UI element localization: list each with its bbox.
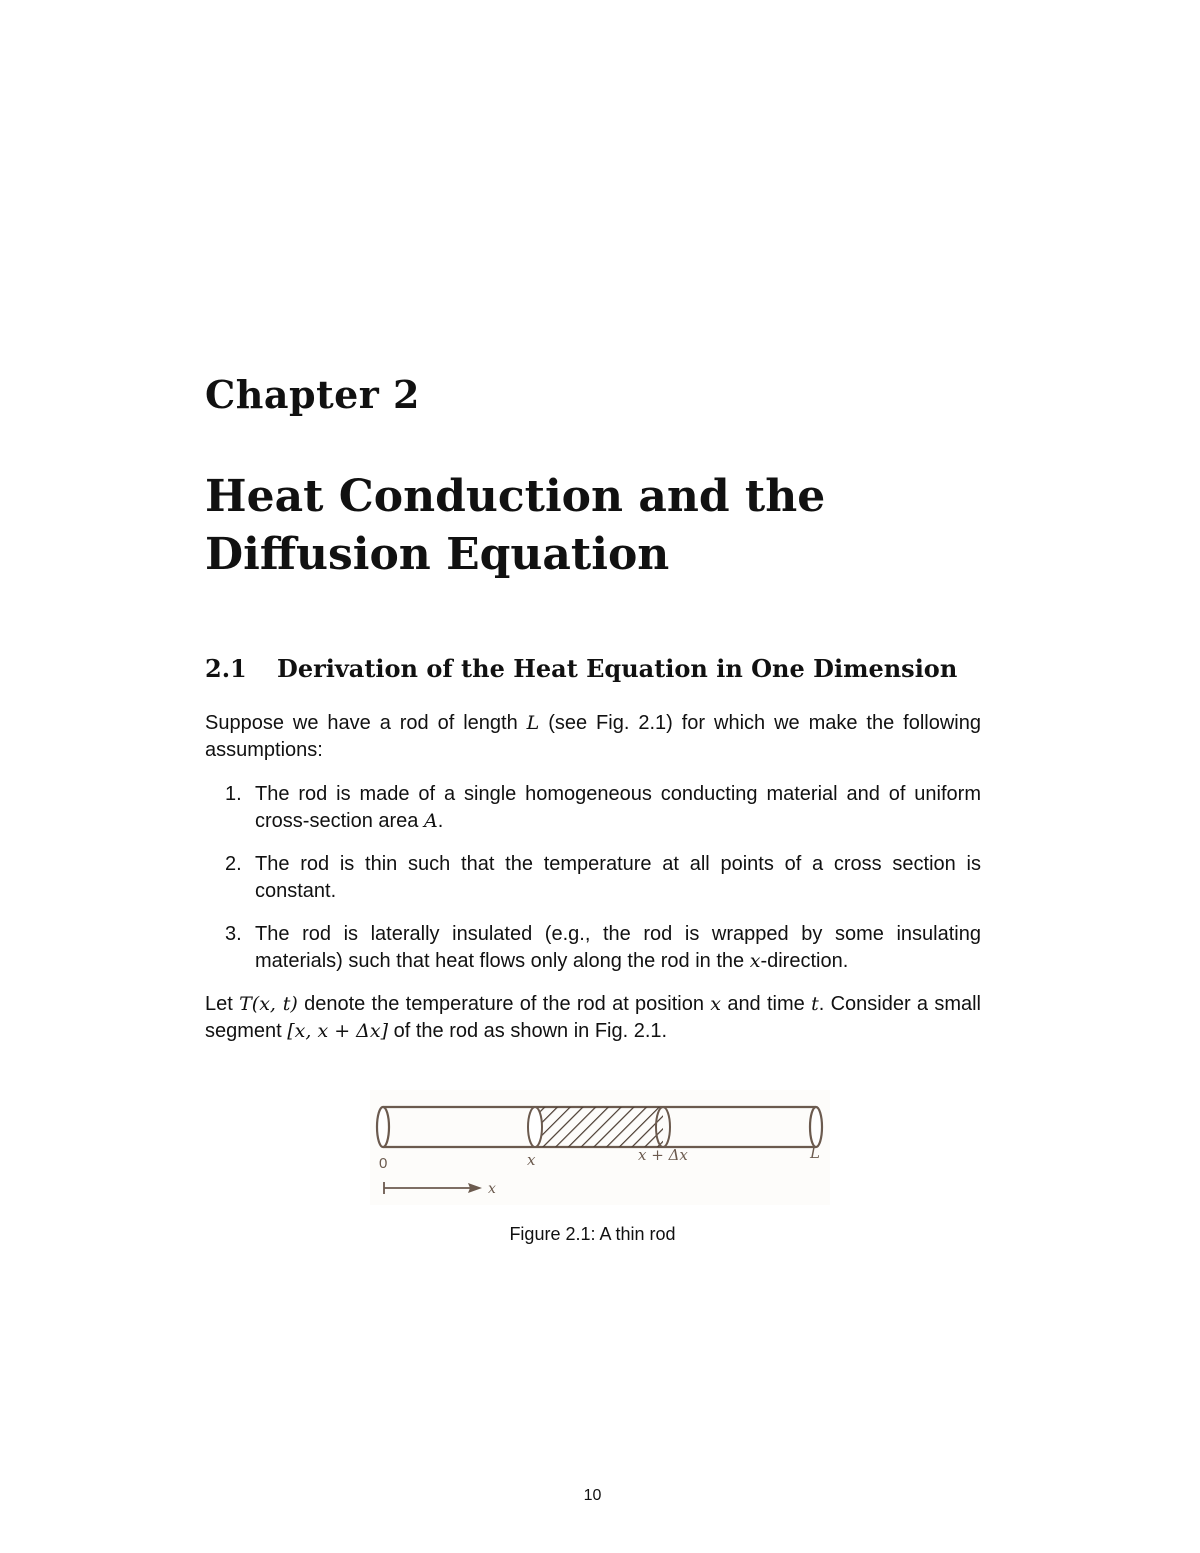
list-item — [205, 851, 981, 905]
def-text-2: denote the temperature of the rod at position — [297, 993, 711, 1015]
def-text-1: Let — [205, 993, 240, 1015]
thin-rod-diagram — [370, 1090, 830, 1205]
chapter-title-line-2: Diffusion Equation — [205, 529, 670, 580]
section-number: 2.1 — [205, 654, 247, 683]
list-item-text: The rod is laterally insulated (e.g., the rod is wrapped by some insulating materials) such that heat flows only along the rod in the — [255, 923, 981, 972]
label-x: x — [527, 1151, 536, 1169]
math-T-x-t: T(x, t) — [239, 993, 298, 1015]
section-title: Derivation of the Heat Equation in One Dimension — [277, 654, 958, 683]
rod-right-end — [810, 1107, 822, 1147]
rod-left-end — [377, 1107, 389, 1147]
label-x-plus-dx: x + Δx — [638, 1146, 688, 1164]
math-L: L — [526, 712, 540, 734]
list-item — [205, 781, 981, 835]
list-item-text-end: -direction. — [760, 950, 849, 972]
list-item-text-end: . — [437, 810, 444, 832]
list-item — [205, 921, 981, 975]
intro-text-a: Suppose we have a rod of length — [205, 712, 527, 734]
chapter-label: Chapter 2 — [205, 372, 420, 417]
def-text-4: . Consider a small segment — [205, 993, 982, 1042]
intro-text-b: (see Fig. 2.1) for which we make the following assumptions: — [205, 712, 981, 761]
label-zero: 0 — [379, 1155, 388, 1172]
list-item-text: The rod is made of a single homogeneous conducting material and of uniform cross-section area — [255, 783, 981, 832]
assumptions-list — [205, 781, 981, 991]
math-t: t — [811, 993, 819, 1015]
list-item-text: The rod is thin such that the temperature at all points of a cross section is constant. — [255, 853, 981, 902]
page-number: 10 — [583, 1487, 602, 1504]
math-A: A — [423, 810, 438, 832]
figure-caption: Figure 2.1: A thin rod — [509, 1224, 676, 1244]
def-text-3: and time — [721, 993, 812, 1015]
chapter-title — [205, 468, 1005, 584]
chapter-title-line-1: Heat Conduction and the — [205, 471, 826, 522]
label-L: L — [810, 1144, 820, 1162]
list-marker: 1. — [225, 783, 242, 805]
axis-label-x: x — [488, 1181, 496, 1197]
list-marker: 2. — [225, 853, 242, 875]
list-marker: 3. — [225, 923, 242, 945]
def-text-5: of the rod as shown in Fig. 2.1. — [388, 1020, 668, 1042]
math-x: x — [749, 950, 761, 972]
thin-rod-figure — [370, 1090, 830, 1205]
definition-paragraph — [205, 991, 981, 1045]
math-segment: [x, x + Δx] — [287, 1020, 389, 1042]
section-heading — [205, 654, 957, 683]
hatched-segment — [535, 1107, 663, 1147]
math-x: x — [710, 993, 722, 1015]
cross-section-x — [528, 1107, 542, 1147]
intro-paragraph — [205, 710, 981, 764]
